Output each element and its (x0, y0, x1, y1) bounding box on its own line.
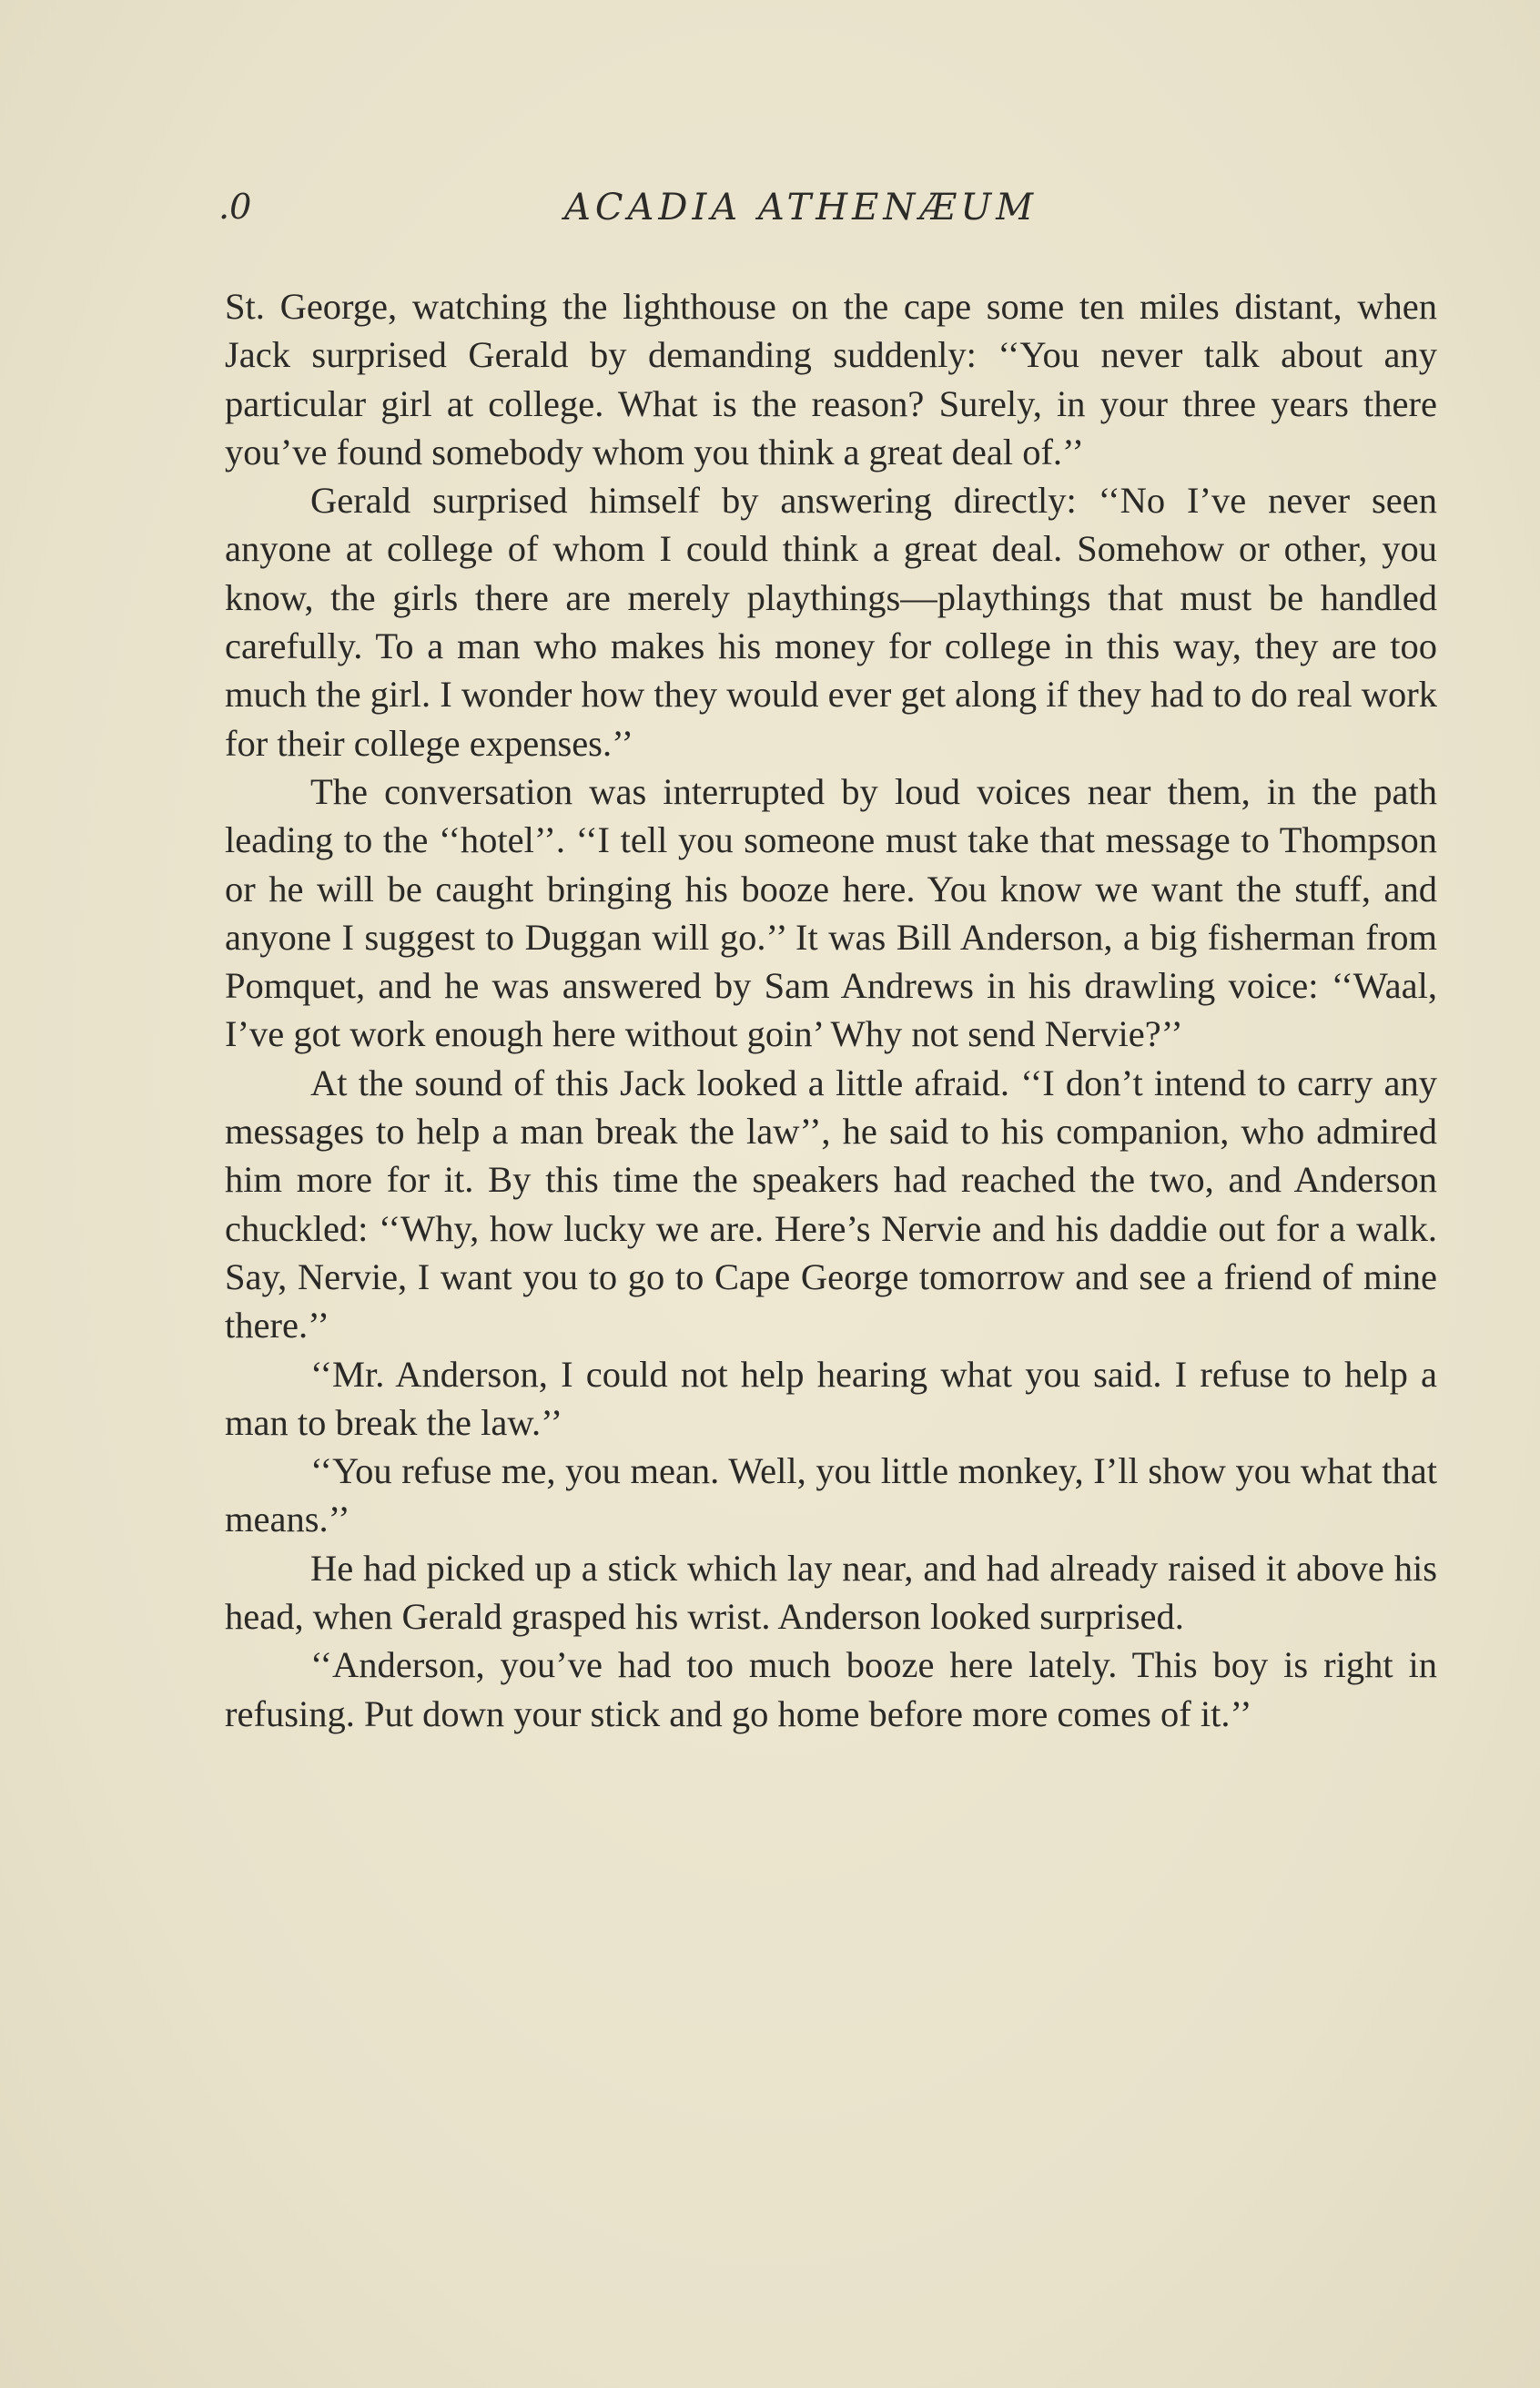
paragraph-6: ‘‘You refuse me, you mean. Well, you little monkey, I’ll show you what that means.’’ (225, 1450, 1437, 1540)
paragraph-5: ‘‘Mr. Anderson, I could not help hearing what you said. I refuse to help a man to break the law.’’ (225, 1353, 1437, 1443)
page-number: .0 (218, 187, 252, 227)
paragraph-3: The conversation was interrupted by loud voices near them, in the path leading to the ‘‘hotel’’. ‘‘I tell you someone must take that message to Thompson or he will be caught bringing his booze here. You know we want the stuff, and anyone I suggest to Duggan will go.’’ It was Bill Anderson, a big fisherman from Pomquet, and he was answered by Sam Andrews in his drawling voice: ‘‘Waal, I’ve got work enough here without goin’ Why not send Nervie?’’ (225, 770, 1437, 1055)
running-title: ACADIA ATHENÆUM (564, 187, 1038, 229)
paragraph-1: St. George, watching the lighthouse on the cape some ten miles distant, when Jack surprised Gerald by demanding suddenly: ‘‘You never talk about any particular girl at college. What is the reason? Surely, in your three years there you’ve found somebody whom you think a great deal of.’’ (225, 286, 1437, 473)
paragraph-8: ‘‘Anderson, you’ve had too much booze here lately. This boy is right in refusing. Put down your stick and go home before more comes of it.’’ (225, 1644, 1437, 1734)
page-header (218, 187, 1438, 241)
paragraph-2: Gerald surprised himself by answering directly: ‘‘No I’ve never seen anyone at college of whom I could think a great deal. Somehow or other, you know, the girls there are merely playthings—playthings that must be handled carefully. To a man who makes his money for college in this way, they are too much the girl. I wonder how they would ever get along if they had to do real work for their college expenses.’’ (225, 480, 1437, 764)
paragraph-4: At the sound of this Jack looked a little afraid. ‘‘I don’t intend to carry any messages to help a man break the law’’, he said to his companion, who admired him more for it. By this time the speakers had reached the two, and Anderson chuckled: ‘‘Why, how lucky we are. Here’s Nervie and his daddie out for a walk. Say, Nervie, I want you to go to Cape George tomorrow and see a friend of mine there.’’ (225, 1062, 1437, 1346)
paragraph-7: He had picked up a stick which lay near, and had already raised it above his head, when Gerald grasped his wrist. Anderson looked surprised. (225, 1547, 1437, 1638)
body-text (225, 282, 1437, 1738)
